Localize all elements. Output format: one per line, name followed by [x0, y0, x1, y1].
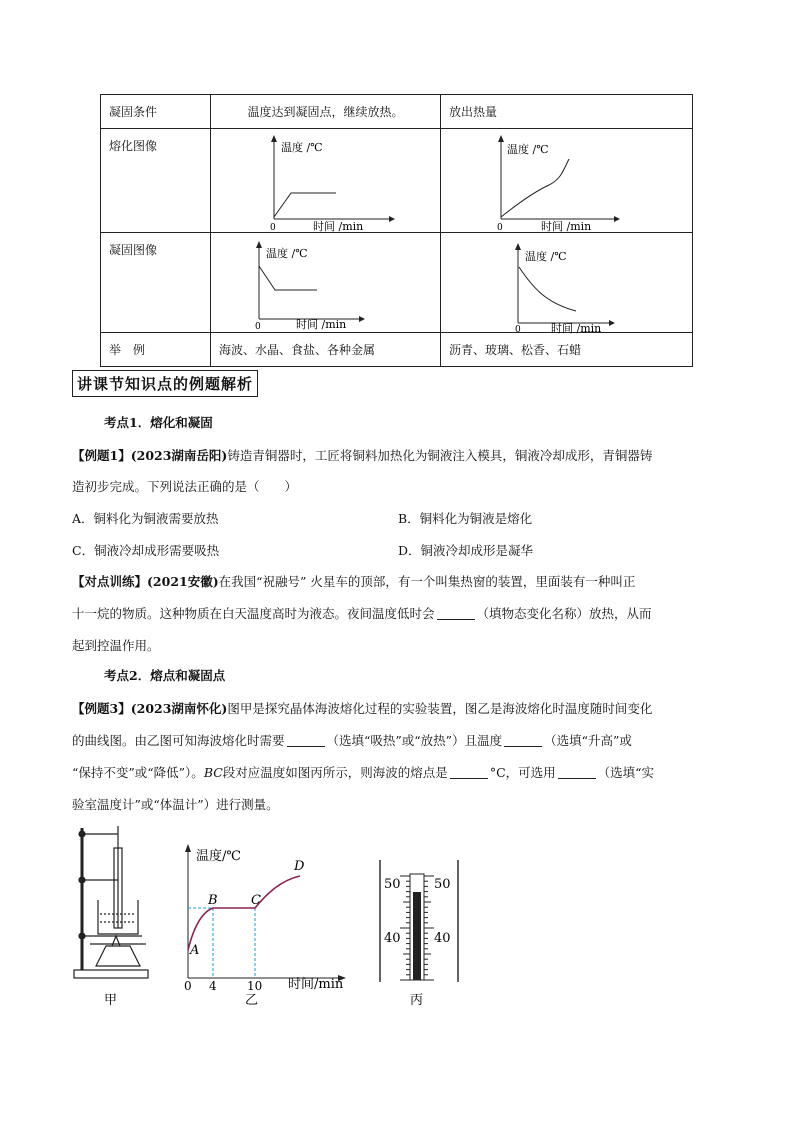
table-row: [101, 233, 693, 333]
apparatus-icon: [74, 826, 148, 978]
example-text: （填物态变化名称）放热，从而: [476, 606, 652, 621]
option-d: D．铜液冷却成形是凝华: [398, 543, 534, 558]
training-line-3: 起到控温作用。: [72, 638, 160, 653]
point-b-label: B: [208, 893, 218, 908]
graph-ylabel: 温度 /℃: [525, 250, 567, 263]
answer-blank[interactable]: [558, 766, 596, 779]
figure-label-bing: 丙: [410, 993, 424, 1008]
example-text: 铸造青铜器时，工匠将铜料加热化为铜液注入模具，铜液冷却成形，青铜器铸: [227, 448, 653, 463]
tick-label: 40: [384, 931, 401, 946]
table-row: [101, 129, 693, 233]
table-cell: 温度达到凝固点，继续放热。: [211, 95, 441, 129]
figure-label-jia: 甲: [104, 993, 118, 1008]
segment-label: BC: [203, 765, 223, 780]
table-row: [101, 333, 693, 367]
solidification-graph-amorphous: [441, 233, 693, 333]
option-b: B．铜料化为铜液是熔化: [398, 511, 533, 526]
graph-svg: [441, 129, 691, 233]
example-text: （选填“升高”或: [544, 733, 632, 748]
example-3-line-3: [72, 763, 654, 781]
graph-xlabel: 时间 /min: [551, 322, 602, 335]
example-tag: 【例题3】: [72, 701, 131, 716]
graph-xlabel: 时间 /min: [296, 318, 347, 331]
example-1-line-2: 造初步完成。下列说法正确的是（ ）: [72, 479, 298, 494]
table-cell: 凝固图像: [101, 233, 211, 333]
melting-curve-graph: [184, 844, 346, 993]
training-line-1: [72, 572, 635, 590]
example-text: 的曲线图。由乙图可知海波熔化时需要: [72, 733, 285, 748]
table-cell: 海波、水晶、食盐、各种金属: [211, 333, 441, 367]
point-a-label: A: [190, 943, 200, 958]
graph-svg: [441, 233, 691, 335]
example-text: °C，可选用: [489, 765, 556, 780]
example-source: (2023湖南岳阳): [130, 448, 228, 463]
example-source: (2023湖南怀化): [130, 701, 228, 716]
answer-blank[interactable]: [504, 734, 542, 747]
melting-graph-crystal: [211, 129, 441, 233]
example-tag: 【例题1】: [72, 448, 131, 463]
training-line-2: [72, 604, 652, 622]
kaodian-2-title: 考点2．熔点和凝固点: [104, 668, 226, 683]
example-tag: 【对点训练】: [72, 574, 148, 589]
graph-xlabel: 时间/min: [288, 977, 344, 992]
graph-xlabel: 时间 /min: [541, 220, 592, 233]
example-text: 在我国“祝融号” 火星车的顶部，有一个叫集热窗的装置，里面装有一种叫正: [218, 574, 636, 589]
example-source: (2021安徽): [147, 574, 219, 589]
comparison-table: [100, 94, 693, 367]
option-c: C．铜液冷却成形需要吸热: [72, 543, 220, 558]
table-cell: 熔化图像: [101, 129, 211, 233]
section-header: 讲课节知识点的例题解析: [72, 370, 258, 397]
example-text: 十一烷的物质。这种物质在白天温度高时为液态。夜间温度低时会: [72, 606, 435, 621]
graph-ylabel: 温度 /℃: [507, 143, 549, 156]
answer-blank[interactable]: [287, 734, 325, 747]
answer-blank[interactable]: [437, 607, 475, 620]
kaodian-1-title: 考点1．熔化和凝固: [104, 415, 213, 430]
graph-origin: 0: [255, 322, 261, 332]
graph-ylabel: 温度 /℃: [281, 141, 323, 154]
answer-blank[interactable]: [450, 766, 488, 779]
graph-xlabel: 时间 /min: [313, 220, 364, 233]
example-3-line-2: [72, 731, 632, 749]
graph-origin: 0: [497, 223, 503, 233]
option-a: A．铜料化为铜液需要放热: [72, 511, 219, 526]
tick-label: 0: [184, 979, 192, 993]
figure-label-yi: 乙: [245, 993, 259, 1008]
tick-label: 50: [434, 877, 451, 892]
melting-graph-amorphous: [441, 129, 693, 233]
example-text: （选填“实: [597, 765, 655, 780]
example-text: “保持不变”或“降低”）。: [72, 765, 204, 780]
tick-label: 10: [247, 979, 263, 993]
table-cell: 举 例: [101, 333, 211, 367]
example-3-line-4: 验室温度计”或“体温计”）进行测量。: [72, 797, 279, 812]
tick-label: 40: [434, 931, 451, 946]
melting-curve: [188, 876, 300, 950]
graph-ylabel: 温度 /℃: [266, 247, 308, 260]
point-c-label: C: [251, 893, 261, 908]
example-text: （选填“吸热”或“放热”）且温度: [326, 733, 503, 748]
table-cell: 放出热量: [441, 95, 693, 129]
graph-ylabel: 温度/℃: [196, 849, 241, 864]
table-row: [101, 95, 693, 129]
graph-svg: [211, 233, 439, 332]
example-1-line-1: [72, 446, 652, 464]
thermometer-icon: [380, 860, 458, 982]
tick-label: 4: [209, 979, 217, 993]
table-cell: 凝固条件: [101, 95, 211, 129]
table-cell: 沥青、玻璃、松香、石蜡: [441, 333, 693, 367]
graph-origin: 0: [515, 325, 521, 335]
point-d-label: D: [294, 859, 305, 874]
example-text: 段对应温度如图丙所示，则海波的熔点是: [222, 765, 448, 780]
example-3-line-1: [72, 699, 652, 717]
graph-svg: [211, 129, 439, 233]
tick-label: 50: [384, 877, 401, 892]
figures-area: [60, 818, 480, 1018]
example-text: 图甲是探究晶体海波熔化过程的实验装置，图乙是海波熔化时温度随时间变化: [227, 701, 653, 716]
solidification-graph-crystal: [211, 233, 441, 333]
graph-origin: 0: [270, 223, 276, 233]
